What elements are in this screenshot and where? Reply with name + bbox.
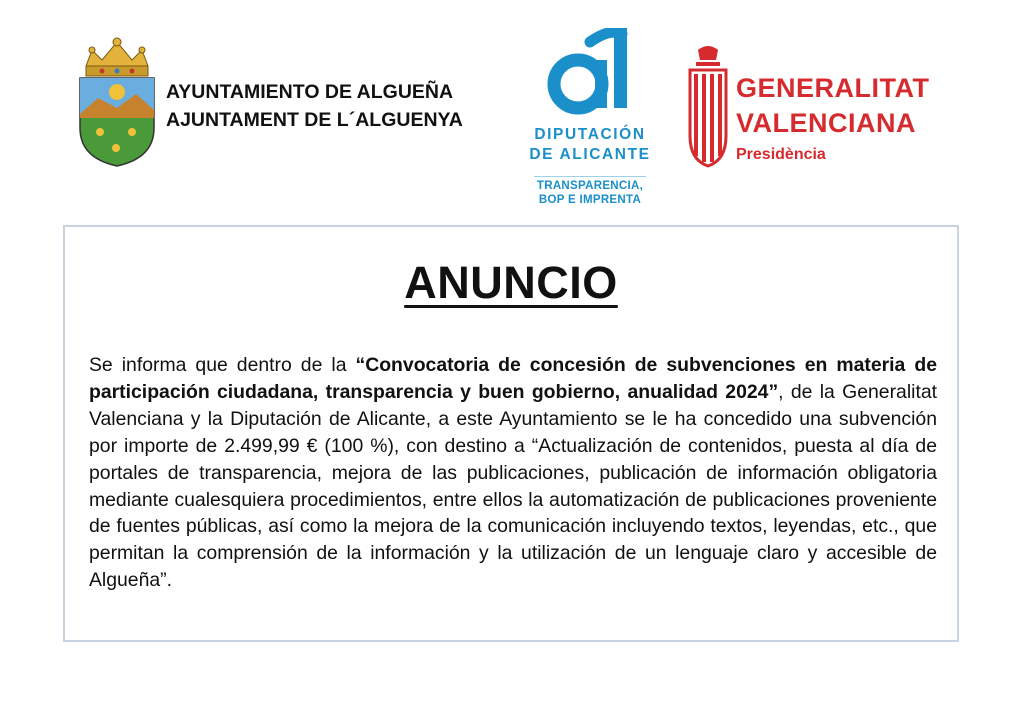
coat-of-arms-icon: [72, 36, 162, 170]
diputacion-divider: [534, 176, 646, 177]
diputacion-al-icon: [540, 28, 650, 118]
announcement-title: ANUNCIO: [404, 257, 618, 308]
municipality-name: [166, 78, 463, 134]
announcement-intro: Se informa que dentro de la: [89, 354, 356, 376]
diputacion-name-line2: DE ALICANTE: [529, 146, 651, 163]
diputacion-subtitle-line1: TRANSPARENCIA,: [536, 180, 644, 192]
announcement-body: [89, 352, 937, 594]
diputacion-logo: [520, 28, 660, 210]
diputacion-name-line1: DIPUTACIÓN: [534, 126, 646, 143]
diputacion-subtitle-line2: BOP E IMPRENTA: [538, 194, 642, 206]
municipality-name-va: AJUNTAMENT DE L´ALGUENYA: [166, 109, 463, 131]
announcement-call-title: “Convocatoria de concesión de subvenciones en materia de participación ciudadana, transparencia y buen gobierno, anualidad 2024”: [89, 354, 937, 403]
generalitat-logo: [684, 44, 930, 168]
announcement-box: [63, 225, 959, 642]
municipality-name-es: AYUNTAMIENTO DE ALGUEÑA: [166, 81, 454, 103]
generalitat-department: Presidència: [736, 146, 826, 163]
generalitat-name-line2: VALENCIANA: [736, 108, 916, 138]
generalitat-name-line1: GENERALITAT: [736, 73, 930, 103]
generalitat-emblem-icon: [684, 44, 732, 168]
announcement-details: , de la Generalitat Valenciana y la Diputación de Alicante, a este Ayuntamiento se le ha concedido una subvención por importe de 2.499,99 € (100 %), con destino a “Actualización de contenidos, puesta al día de portales de transparencia, mejora de las publicaciones, publicación de información obligatoria mediante cualesquiera procedimientos, entre ellos la automatización de publicaciones proveniente de fuentes públicas, así como la mejora de la comunicación incluyendo textos, leyendas, etc., que permitan la comprensión de la información y la utilización de un lenguaje claro y accesible de Algueña”.: [89, 380, 938, 592]
